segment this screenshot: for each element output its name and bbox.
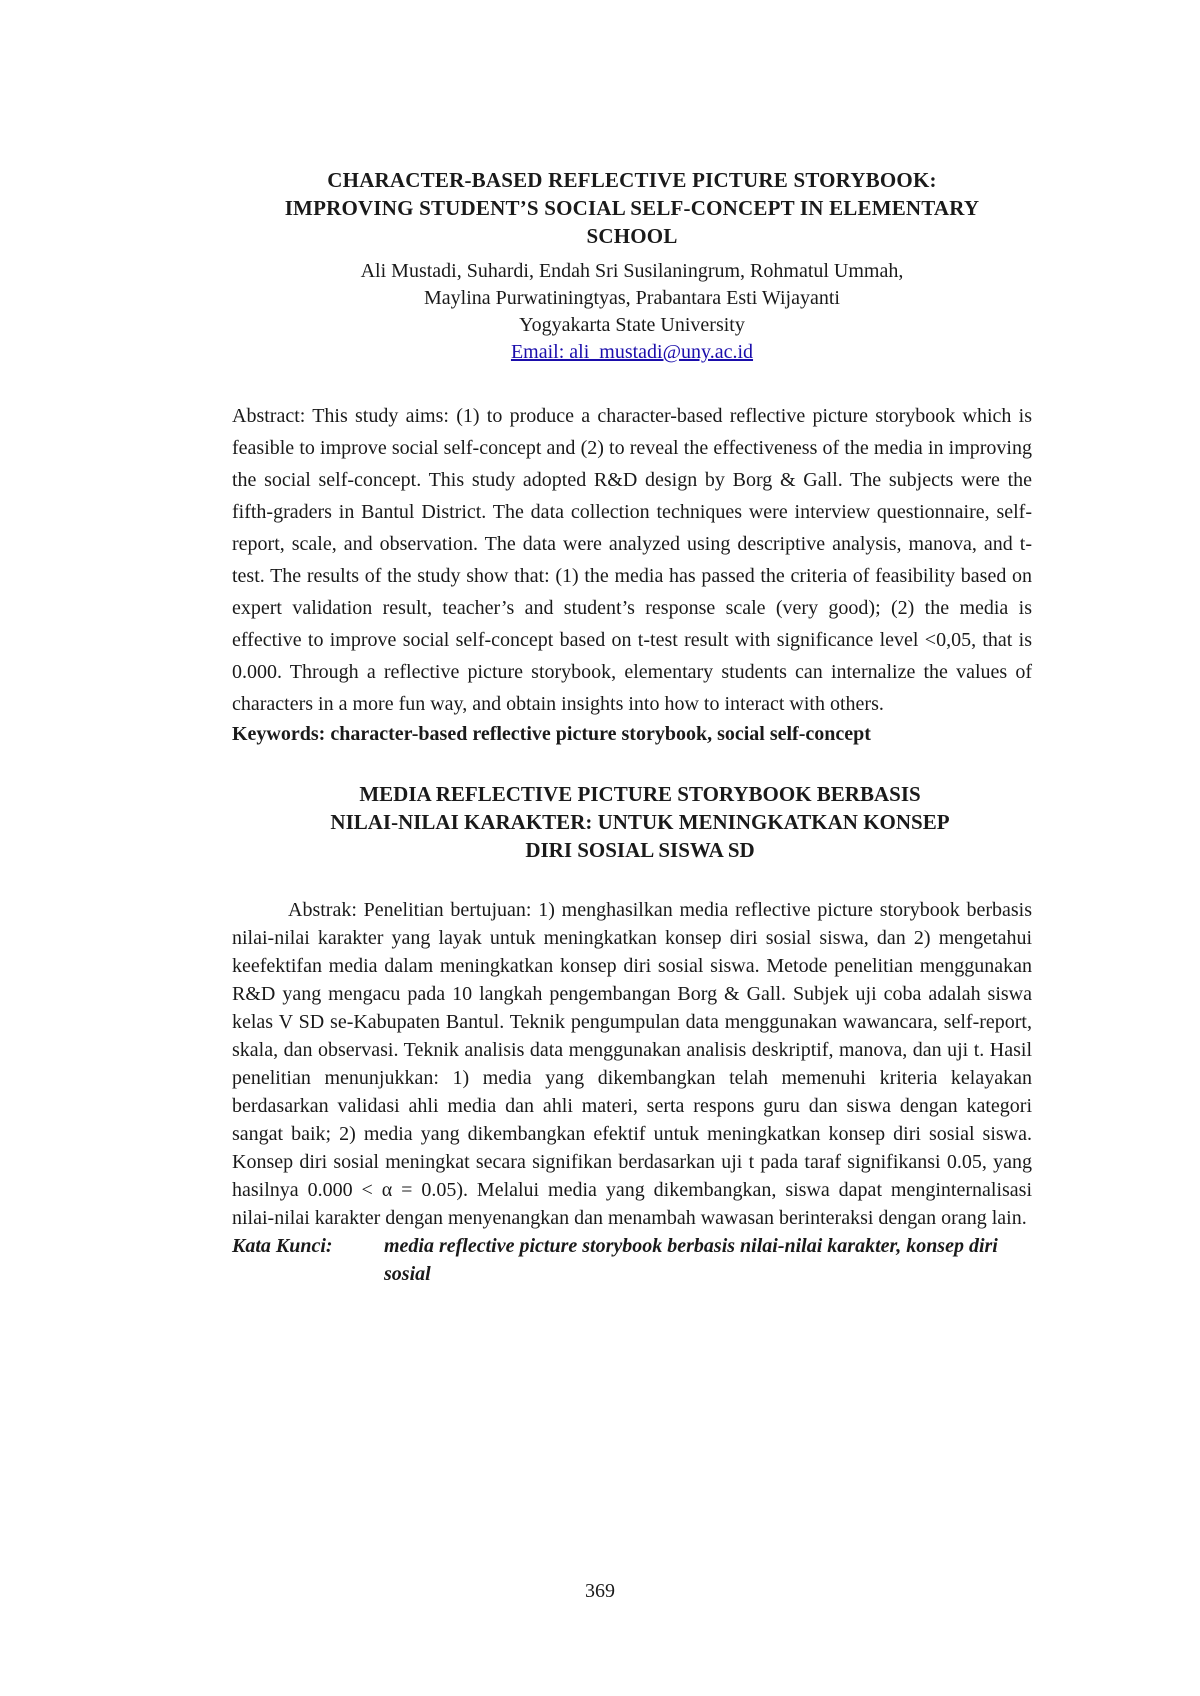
authors-line-1: Ali Mustadi, Suhardi, Endah Sri Susilaningrum, Rohmatul Ummah,	[360, 260, 904, 282]
english-abstract: Abstract: This study aims: (1) to produce a character-based reflective picture storybook which is feasible to improve social self-concept and (2) to reveal the effectiveness of the media in improving the social self-concept. This study adopted R&D design by Borg & Gall. The subjects were the fifth-graders in Bantul District. The data collection techniques were interview questionnaire, self-report, scale, and observation. The data were analyzed using descriptive analysis, manova, and t-test. The results of the study show that: (1) the media has passed the criteria of feasibility based on expert validation result, teacher’s and student’s response scale (very good); (2) the media is effective to improve social self-concept based on t-test result with significance level <0,05, that is 0.000. Through a reflective picture storybook, elementary students can internalize the values of characters in a more fun way, and obtain insights into how to interact with others.	[232, 405, 1032, 715]
english-title-line-1: CHARACTER-BASED REFLECTIVE PICTURE STORYBOOK:	[327, 168, 937, 192]
affiliation: Yogyakarta State University	[519, 314, 745, 336]
indonesian-title-line-1: MEDIA REFLECTIVE PICTURE STORYBOOK BERBASIS	[359, 782, 921, 806]
indonesian-title-line-3: DIRI SOSIAL SISWA SD	[525, 838, 755, 862]
english-title-line-3: SCHOOL	[586, 224, 678, 248]
indonesian-abstract: Abstrak: Penelitian bertujuan: 1) menghasilkan media reflective picture storybook berbasis nilai-nilai karakter yang layak untuk meningkatkan konsep diri sosial siswa, dan 2) mengetahui keefektifan media dalam meningkatkan konsep diri sosial siswa. Metode penelitian menggunakan R&D yang mengacu pada 10 langkah pengembangan Borg & Gall. Subjek uji coba adalah siswa kelas V SD se-Kabupaten Bantul. Teknik pengumpulan data menggunakan wawancara, self-report, skala, dan observasi. Teknik analisis data menggunakan analisis deskriptif, manova, dan uji t. Hasil penelitian menunjukkan: 1) media yang dikembangkan telah memenuhi kriteria kelayakan berdasarkan validasi ahli media dan ahli materi, serta respons guru dan siswa dengan kategori sangat baik; 2) media yang dikembangkan efektif untuk meningkatkan konsep diri sosial siswa. Konsep diri sosial meningkat secara signifikan berdasarkan uji t pada taraf signifikansi 0.05, yang hasilnya 0.000 < α = 0.05). Melalui media yang dikembangkan, siswa dapat menginternalisasi nilai-nilai karakter dengan menyenangkan dan menambah wawasan berinteraksi dengan orang lain.	[232, 899, 1032, 1229]
email-link[interactable]: Email: ali_mustadi@uny.ac.id	[510, 341, 754, 363]
authors-line-2: Maylina Purwatiningtyas, Prabantara Esti Wijayanti	[424, 287, 840, 309]
indonesian-title-line-2: NILAI-NILAI KARAKTER: UNTUK MENINGKATKAN KONSEP	[330, 810, 950, 834]
paper-page	[232, 166, 1032, 1288]
english-title	[232, 166, 1032, 250]
kata-kunci-label: Kata Kunci:	[232, 1235, 333, 1257]
page-number: 369	[585, 1580, 615, 1602]
indonesian-keywords	[232, 1232, 1032, 1288]
kata-kunci-text: media reflective picture storybook berbasis nilai-nilai karakter, konsep diri sosial	[384, 1235, 998, 1285]
english-title-line-2: IMPROVING STUDENT’S SOCIAL SELF-CONCEPT IN ELEMENTARY	[284, 196, 980, 220]
english-keywords: Keywords: character-based reflective picture storybook, social self-concept	[232, 723, 871, 745]
author-block	[232, 258, 1032, 366]
indonesian-title	[232, 780, 1032, 864]
